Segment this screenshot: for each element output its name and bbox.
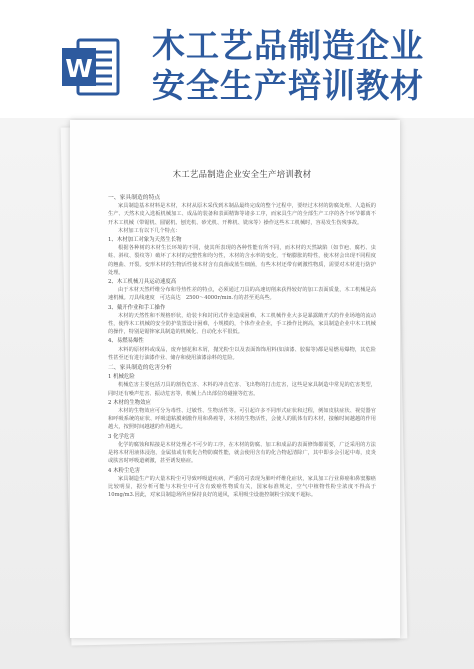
paragraph: 家具制造基本材料是木材，木材从原木采伐到木制品最终完成的整个过程中，要经过木材的防腐处理、人造板的生产、天然木皮入选板机械加工、成品的装备和表面精饰等诸多工序，而家具生产的全部生产工序的各个环节都离不开木工机械（带锯机、圆锯机、刨光机、砂光机、开榫机、铣床等）操作这些木工机械时，容易发生伤残事故。: [108, 203, 376, 226]
paragraph: 木材的生物效应可分为毒性、过敏性、生物活性等。可引起许多不同形式症状和过程，例如皮肤症状、视觉器官和呼吸系统的症状、呼吸道粘膜刺激作用和鼻癌等，木材的生物活性，会使人的肌体有的木材，接触时间越越的作用越大，按照时间越越的作用越大。: [108, 408, 376, 431]
subsection-heading: 3 化学危害: [108, 433, 135, 440]
paragraph: 机械危害主要包括刀具的割伤危害、木料的冲击危害、飞出物的打击危害，这些是家具制造中常见的危害类型，同时还有噪声危害、振动危害等，机械上凸出部位的碰撞等危害。: [108, 382, 376, 397]
paragraph: 根据各种树的木材生长环境的不同，使其所表现的各种性能有所不同，而木材的天然缺陷（如节疤、腐朽、虫蛀、斜纹、裂纹等）破坏了木材的完整性和均匀性，木材的含水率的变化，干缩膨胀的特性，使木材会出现不同程度的翘曲、开裂。变形木材的生物活性使木材含有真菌或蓝生细菌，有些木材还带有刺激性物质，需要对木材进行防护处理。: [108, 245, 376, 276]
document-body: [108, 168, 376, 499]
banner-title: [152, 26, 470, 106]
subsection-heading: 1、木材加工对象为天然生长物: [108, 237, 182, 244]
banner-title-line-1: 木工艺品制造企业: [152, 26, 424, 65]
paragraph: 木材加工有以下几个特点：: [118, 227, 181, 234]
paragraph: 由于木材天然纤维分布和导热性差的特点，必须通过刀具的高速切削来获得较好的加工表面质量，木工机械是高速机械。刀具线速度 可达高达 2500～4000r/min.有的甚至更高些。: [108, 287, 376, 302]
document-sections: [108, 194, 376, 499]
paragraph: 木料的原材料或成品，废弃刨花和木屑，抛光粉尘以及表面饰饰用料(如油漆、胶黏等)都是易燃易爆物，其危险性甚至还有进行油漆作业、储存和使用油漆涂料的危险。: [108, 346, 376, 361]
word-document-icon: [60, 38, 120, 96]
document-title: 木工艺品制造企业安全生产培训教材: [172, 169, 312, 179]
header-banner: [0, 0, 474, 118]
subsection-heading: 2、木工机械刀具运动速度高: [108, 279, 177, 286]
paragraph: 化学的腐蚀和粘接是木材处理必不可少的工序，在木材的防腐、加工和成品的表面修饰都需要，广泛采用的方法是将木材用液体浸泡，金属盐或有机化合物防腐性能，就会使用含有的化合物起清除广，其中即多会引起中毒，皮炎或肤害时呼吸道刺激，甚至诱发癌症。: [108, 441, 376, 465]
paragraph: 家具制造生产的大量木粉尘可导致呼吸道疾病，严重的可表现为肺叶纤维化症状，家具加工行业鼻癌和鼻窦腺癌比较明显，据分析可能与木粉尘中可含有致癌性物质有关，国家标准规定，空气中植物性粉尘浓度不得高于 10mg/m3.因此，对家具制造场所应保持良好的通风，采用吸尘设施控制粉尘浓度不超标。: [108, 475, 376, 499]
subsection-heading: 1 机械危险: [108, 374, 135, 381]
subsection-heading: 4、易燃易爆性: [108, 338, 144, 345]
section-heading: 一、家具制造的特点: [108, 195, 161, 201]
subsection-heading: 4 木粉尘危害: [108, 467, 141, 474]
subsection-heading: 2 木材的生物效应: [108, 399, 151, 406]
paragraph: 木材的天然性和不规格形状，给装卡和封闭式作业造成困难，木工机械作业大多是暴露敞开式的作业场地的流动性，使得木工机械的安全防护装置设计困难，小规模的，个体作业企业，手工操作比例高，家具制造企业中木工机械的操作，特别是锯摔家具制造的机械化、自动化水平很低。: [108, 312, 376, 336]
subsection-heading: 3、戴开作业和手工操作: [108, 304, 166, 311]
section-heading: 二、家具制造的危害分析: [108, 365, 172, 372]
word-icon-letter: W: [65, 54, 93, 83]
banner-title-line-2: 安全生产培训教材: [152, 66, 424, 105]
